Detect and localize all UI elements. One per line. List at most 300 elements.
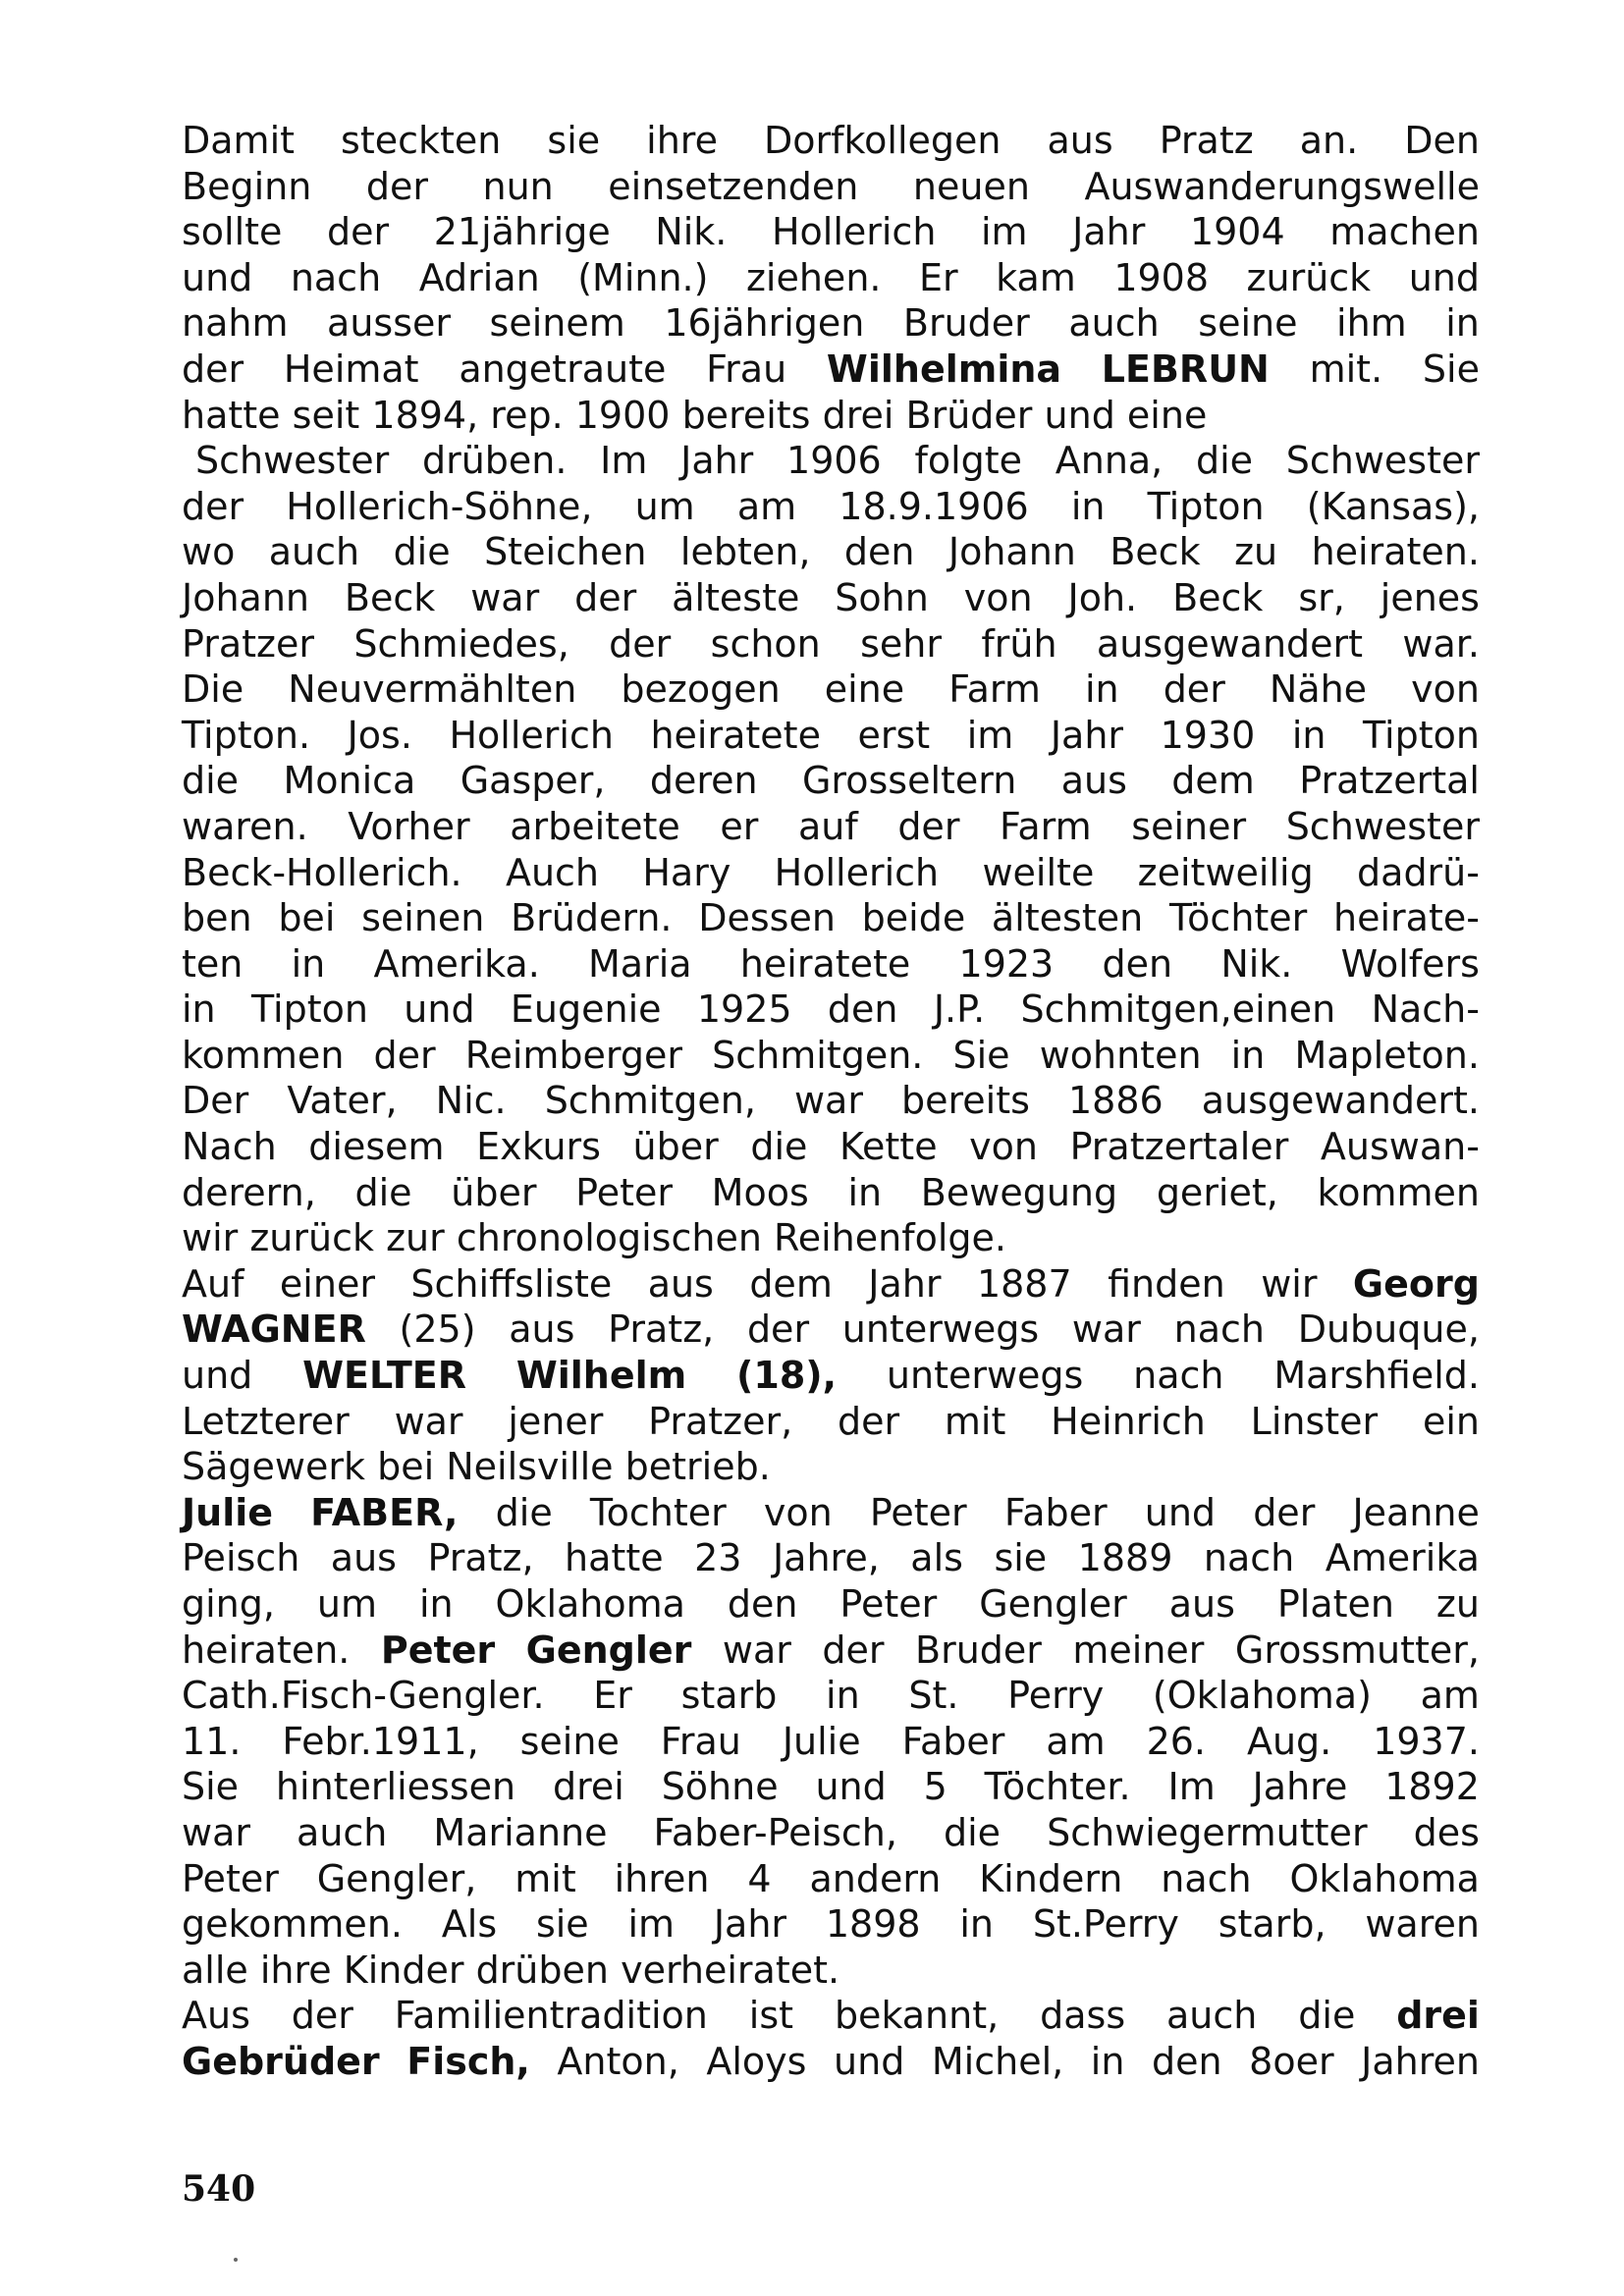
word: drüben: [475, 1948, 609, 1992]
word: heiratete: [739, 941, 911, 986]
text-line-content: [182, 667, 1480, 713]
word: (Minn.): [577, 255, 709, 299]
word: Peter: [869, 1490, 967, 1534]
bold-word: Gengler: [525, 1628, 692, 1672]
word: und: [182, 255, 253, 299]
word: Jahr: [868, 1261, 942, 1306]
word: von: [969, 1125, 1038, 1169]
word: Hollerich: [771, 210, 937, 254]
text-line-content: [182, 1764, 1480, 1810]
text-line-content: [195, 438, 1480, 484]
word: Kindern: [979, 1856, 1123, 1900]
text-line-content: [182, 621, 1480, 667]
word: den: [1152, 2039, 1222, 2083]
word: in: [1090, 2039, 1125, 2083]
text-line-content: [182, 209, 1480, 255]
word: eine: [824, 667, 905, 712]
word: erst: [857, 713, 931, 757]
word: ausser: [327, 301, 451, 346]
word: Faber: [901, 1719, 1005, 1763]
word: St.: [908, 1674, 959, 1718]
text-line: [182, 484, 1480, 530]
word: Maria: [588, 941, 692, 986]
word: Beck: [1110, 530, 1201, 574]
word: Hary: [642, 850, 731, 894]
text-line-content: [182, 895, 1480, 941]
word: Töchter: [1168, 896, 1308, 940]
text-line-content: [182, 118, 1480, 164]
word: war: [182, 1810, 250, 1854]
word: Jahr: [680, 439, 754, 483]
word: von: [963, 575, 1033, 619]
word: Jos.: [347, 713, 412, 757]
text-line: [182, 1399, 1480, 1445]
word: Söhne: [661, 1765, 779, 1809]
word: in: [1445, 301, 1480, 346]
word: in: [1070, 484, 1106, 528]
word: am: [736, 484, 797, 528]
word: Schwester: [195, 439, 390, 483]
bold-word: WELTER: [302, 1354, 467, 1398]
word: deren: [649, 759, 758, 803]
word: in: [182, 988, 216, 1032]
word: Aloys: [706, 2039, 807, 2083]
word: 1898: [825, 1902, 921, 1947]
word: die: [1298, 1994, 1356, 2038]
word: Linster: [1250, 1399, 1379, 1443]
word: derern,: [182, 1170, 316, 1214]
word: bei: [278, 896, 336, 940]
text-line-content: [182, 1535, 1480, 1581]
word: Hollerich-Söhne,: [286, 484, 593, 528]
word: Vorher: [348, 804, 470, 848]
word: ältesten: [991, 896, 1144, 940]
text-line-content: [182, 1078, 1480, 1124]
word: aus: [647, 1261, 714, 1306]
word: schon: [710, 621, 821, 666]
text-line-content: [182, 850, 1480, 896]
word: dass: [1040, 1994, 1126, 2038]
word: 23: [694, 1536, 742, 1580]
text-line: [182, 1033, 1480, 1079]
text-line: [182, 804, 1480, 850]
word: Wolfers: [1340, 941, 1480, 986]
word: aus: [1047, 119, 1113, 162]
word: Oklahoma: [1289, 1856, 1480, 1900]
word: alle: [182, 1948, 248, 1992]
word: er: [720, 804, 759, 848]
text-line: [182, 1307, 1480, 1353]
word: Tipton: [1363, 713, 1480, 757]
word: ausgewandert: [1096, 621, 1364, 666]
word: im: [627, 1902, 676, 1947]
word: Vater,: [287, 1079, 398, 1123]
text-line: [182, 1993, 1480, 2039]
word: und: [404, 988, 475, 1032]
word: chronologischen: [456, 1216, 762, 1260]
text-line-content: [182, 1993, 1480, 2039]
bold-word: Fisch,: [406, 2039, 530, 2083]
word: Töchter.: [984, 1765, 1131, 1809]
word: Nic.: [435, 1079, 507, 1123]
word: 1889: [1077, 1536, 1173, 1580]
word: waren: [1365, 1902, 1480, 1947]
text-line-content: [182, 1673, 1480, 1719]
word: nach: [290, 255, 382, 299]
word: Pratz,: [427, 1536, 534, 1580]
text-line-content: [182, 1810, 1480, 1856]
word: 18.9.1906: [839, 484, 1029, 528]
word: am: [1420, 1674, 1480, 1718]
body-text: [182, 118, 1480, 2085]
text-line: [182, 1628, 1480, 1674]
word: um: [634, 484, 695, 528]
word: der: [609, 621, 672, 666]
word: aus: [330, 1536, 397, 1580]
word: Jeanne: [1352, 1490, 1480, 1534]
word: als: [910, 1536, 963, 1580]
text-line: [182, 941, 1480, 988]
text-line: [182, 1353, 1480, 1399]
text-line-content: [182, 987, 1480, 1033]
word: ihm: [1336, 301, 1407, 346]
word: weilte: [982, 850, 1095, 894]
text-line-content: [182, 1399, 1480, 1445]
word: Auswan-: [1320, 1125, 1480, 1169]
word: Schiffsliste: [410, 1261, 613, 1306]
text-line: [182, 438, 1480, 484]
word: Frau: [660, 1719, 741, 1763]
word: von: [1411, 667, 1480, 712]
word: 1937.: [1373, 1719, 1480, 1763]
word: folgte: [914, 439, 1023, 483]
word: Auswanderungswelle: [1084, 164, 1480, 208]
word: den: [1102, 941, 1173, 986]
word: 1894,: [371, 393, 479, 437]
word: 1923: [958, 941, 1055, 986]
word: angetraute: [459, 347, 667, 391]
text-line: [182, 575, 1480, 621]
word: lebten,: [679, 530, 811, 574]
word: zu: [1234, 530, 1278, 574]
word: einsetzenden: [608, 164, 859, 208]
word: 1887: [976, 1261, 1072, 1306]
word: Schwester: [1285, 439, 1480, 483]
word: und: [1044, 393, 1115, 437]
word: 21jährige: [433, 210, 611, 254]
word: Gengler,: [316, 1856, 477, 1900]
word: Pratzer,: [648, 1399, 793, 1443]
word: wohnten: [1039, 1033, 1202, 1077]
word: Johann: [182, 575, 309, 619]
word: ben: [182, 896, 252, 940]
word: Brüder: [905, 393, 1033, 437]
text-line-content: [182, 1033, 1480, 1079]
word: Marshfield.: [1273, 1354, 1480, 1398]
word: war: [1071, 1308, 1141, 1352]
word: Sie: [1422, 347, 1480, 391]
word: 1904: [1189, 210, 1285, 254]
bold-word: Wilhelm: [515, 1354, 687, 1398]
word: Letzterer: [182, 1399, 350, 1443]
word: in: [1291, 713, 1326, 757]
word: zur: [386, 1216, 445, 1260]
word: Bewegung: [920, 1170, 1118, 1214]
text-line: [182, 1901, 1480, 1948]
text-line: [182, 393, 1480, 439]
text-line-content: [182, 300, 1480, 347]
text-line: [182, 1490, 1480, 1536]
word: aus: [1060, 759, 1127, 803]
word: kam: [996, 255, 1076, 299]
word: Dessen: [698, 896, 836, 940]
word: Nach-: [1371, 988, 1480, 1032]
word: Mapleton.: [1294, 1033, 1480, 1077]
text-line: [182, 987, 1480, 1033]
word: Beck: [1172, 575, 1264, 619]
word: Nähe: [1269, 667, 1368, 712]
word: Tipton: [250, 988, 368, 1032]
word: Grossmutter,: [1234, 1628, 1480, 1672]
word: Heimat: [283, 347, 419, 391]
word: Sägewerk: [182, 1445, 365, 1489]
word: aus: [509, 1308, 575, 1352]
word: kommen: [182, 1033, 345, 1077]
text-line-content: [182, 1307, 1480, 1353]
word: in: [959, 1902, 995, 1947]
word: der: [365, 164, 428, 208]
word: Sohn: [835, 575, 929, 619]
text-line-content: [182, 1490, 1480, 1536]
text-line-content: [182, 1353, 1480, 1399]
word: St.Perry: [1032, 1902, 1179, 1947]
word: wir: [182, 1216, 239, 1260]
word: Schmitgen.: [712, 1033, 924, 1077]
word: mit: [514, 1856, 576, 1900]
word: Amerika.: [373, 941, 540, 986]
word: seit: [292, 393, 360, 437]
word: früh: [981, 621, 1057, 666]
text-line-content: [182, 1124, 1480, 1170]
word: heiraten.: [182, 1628, 351, 1672]
word: sie: [535, 1902, 589, 1947]
word: über: [451, 1170, 537, 1214]
word: den: [843, 530, 915, 574]
word: ein: [1422, 1399, 1480, 1443]
word: Marianne: [433, 1810, 608, 1854]
word: Reihenfolge.: [774, 1216, 1006, 1260]
word: und: [182, 1354, 253, 1398]
word: Faber-Peisch,: [653, 1810, 897, 1854]
word: im: [981, 210, 1028, 254]
bold-word: Gebrüder: [182, 2039, 380, 2083]
text-line-content: [182, 255, 1480, 301]
word: Farm: [1000, 804, 1092, 848]
text-line-content: [182, 1444, 771, 1490]
word: Im: [1167, 1765, 1216, 1809]
word: hatte: [565, 1536, 664, 1580]
text-line-content: [182, 1261, 1480, 1308]
word: starb,: [1218, 1902, 1326, 1947]
word: Neilsville: [446, 1445, 614, 1489]
word: neuen: [912, 164, 1030, 208]
text-line: [182, 1444, 1480, 1490]
word: dem: [1171, 759, 1255, 803]
word: Cath.Fisch-Gengler.: [182, 1674, 545, 1718]
word: Schwiegermutter: [1047, 1810, 1368, 1854]
word: Sie: [182, 1765, 240, 1809]
text-line: [182, 1810, 1480, 1856]
word: Pratzer: [182, 621, 315, 666]
bold-word: WAGNER: [182, 1308, 366, 1352]
text-line: [182, 1719, 1480, 1765]
word: Exkurs: [476, 1125, 601, 1169]
text-line-content: [182, 804, 1480, 850]
word: ihren: [614, 1856, 710, 1900]
word: (Kansas),: [1306, 484, 1480, 528]
text-line: [182, 895, 1480, 941]
word: am: [1046, 1719, 1106, 1763]
word: Jahre,: [772, 1536, 880, 1580]
word: eine: [1126, 393, 1208, 437]
word: in: [291, 941, 326, 986]
word: auch: [297, 1810, 388, 1854]
word: unterwegs: [841, 1308, 1040, 1352]
word: Frau: [706, 347, 787, 391]
word: Auf: [182, 1261, 244, 1306]
word: der: [182, 347, 244, 391]
word: 1908: [1113, 255, 1210, 299]
word: seiner: [1131, 804, 1247, 848]
text-line-content: [182, 2039, 1480, 2085]
word: den: [827, 988, 898, 1032]
word: Anton,: [557, 2039, 679, 2083]
word: bezogen: [621, 667, 781, 712]
word: 16jährigen: [664, 301, 865, 346]
word: ten: [182, 941, 244, 986]
word: an.: [1299, 119, 1359, 162]
word: Eugenie: [510, 988, 662, 1032]
word: und: [834, 2039, 905, 2083]
text-line-content: [182, 941, 1480, 988]
text-line-content: [182, 1719, 1480, 1765]
word: hatte: [182, 393, 281, 437]
bold-word: drei: [1396, 1994, 1480, 2038]
word: in: [1230, 1033, 1266, 1077]
word: Aug.: [1246, 1719, 1332, 1763]
word: der: [182, 484, 244, 528]
word: waren.: [182, 804, 308, 848]
word: Hollerich: [449, 713, 614, 757]
word: wir: [1261, 1261, 1318, 1306]
word: heiratete: [650, 713, 821, 757]
text-line-content: [182, 1628, 1480, 1674]
text-line-content: [182, 1901, 1480, 1948]
word: zeitweilig: [1137, 850, 1314, 894]
word: Schmitgen,: [544, 1079, 756, 1123]
word: rep.: [490, 393, 564, 437]
word: Die: [182, 667, 244, 712]
word: Schwester: [1285, 804, 1480, 848]
word: bereits: [901, 1079, 1030, 1123]
word: älteste: [672, 575, 800, 619]
word: meiner: [1072, 1628, 1205, 1672]
text-line: [182, 1215, 1480, 1261]
word: dadrü-: [1357, 850, 1480, 894]
word: um: [316, 1582, 378, 1626]
word: seinem: [489, 301, 625, 346]
text-line: [182, 713, 1480, 759]
word: 1886: [1067, 1079, 1164, 1123]
word: Pratz: [1159, 119, 1254, 162]
word: drei: [552, 1765, 624, 1809]
bold-word: Peter: [380, 1628, 496, 1672]
bold-word: Julie: [182, 1490, 274, 1534]
word: andern: [809, 1856, 942, 1900]
word: kommen: [1317, 1170, 1480, 1214]
word: der: [373, 1033, 436, 1077]
word: Jahre: [1252, 1765, 1348, 1809]
word: ging,: [182, 1582, 275, 1626]
word: starb: [680, 1674, 778, 1718]
text-line-content: [182, 393, 1207, 439]
text-line: [182, 1535, 1480, 1581]
word: Oklahoma: [495, 1582, 685, 1626]
text-line-content: [182, 1215, 1006, 1261]
word: Steichen: [484, 530, 647, 574]
word: 5: [923, 1765, 947, 1809]
word: Dubuque,: [1297, 1308, 1480, 1352]
text-line-content: [182, 1581, 1480, 1628]
word: Gengler: [979, 1582, 1127, 1626]
word: Amerika: [1325, 1536, 1480, 1580]
word: Peter: [575, 1170, 673, 1214]
word: Nach: [182, 1125, 277, 1169]
word: steckten: [341, 119, 502, 162]
word: ausgewandert.: [1201, 1079, 1480, 1123]
word: 1930: [1160, 713, 1256, 757]
word: arbeitete: [510, 804, 680, 848]
text-line-content: [182, 529, 1480, 575]
text-line-content: [182, 1948, 839, 1994]
word: Farm: [948, 667, 1041, 712]
word: Pratzertaler: [1069, 1125, 1289, 1169]
word: gekommen.: [182, 1902, 403, 1947]
text-line: [182, 1124, 1480, 1170]
word: Moos: [711, 1170, 809, 1214]
text-line: [182, 1170, 1480, 1216]
text-line: [182, 850, 1480, 896]
word: seine: [519, 1719, 620, 1763]
text-line-content: [182, 1170, 1480, 1216]
word: machen: [1329, 210, 1480, 254]
word: 8oer: [1249, 2039, 1334, 2083]
word: Johann: [947, 530, 1076, 574]
word: Bruder: [915, 1628, 1042, 1672]
word: seine: [1198, 301, 1298, 346]
text-line: [182, 1581, 1480, 1628]
word: nahm: [182, 301, 289, 346]
word: verheiratet.: [621, 1948, 840, 1992]
word: sie: [547, 119, 601, 162]
word: Jahren: [1361, 2039, 1480, 2083]
word: Familientradition: [394, 1994, 708, 2038]
word: seinen: [361, 896, 485, 940]
word: diesem: [308, 1125, 445, 1169]
word: auf: [797, 804, 858, 848]
word: der: [1253, 1490, 1316, 1534]
word: Aus: [182, 1994, 250, 2038]
